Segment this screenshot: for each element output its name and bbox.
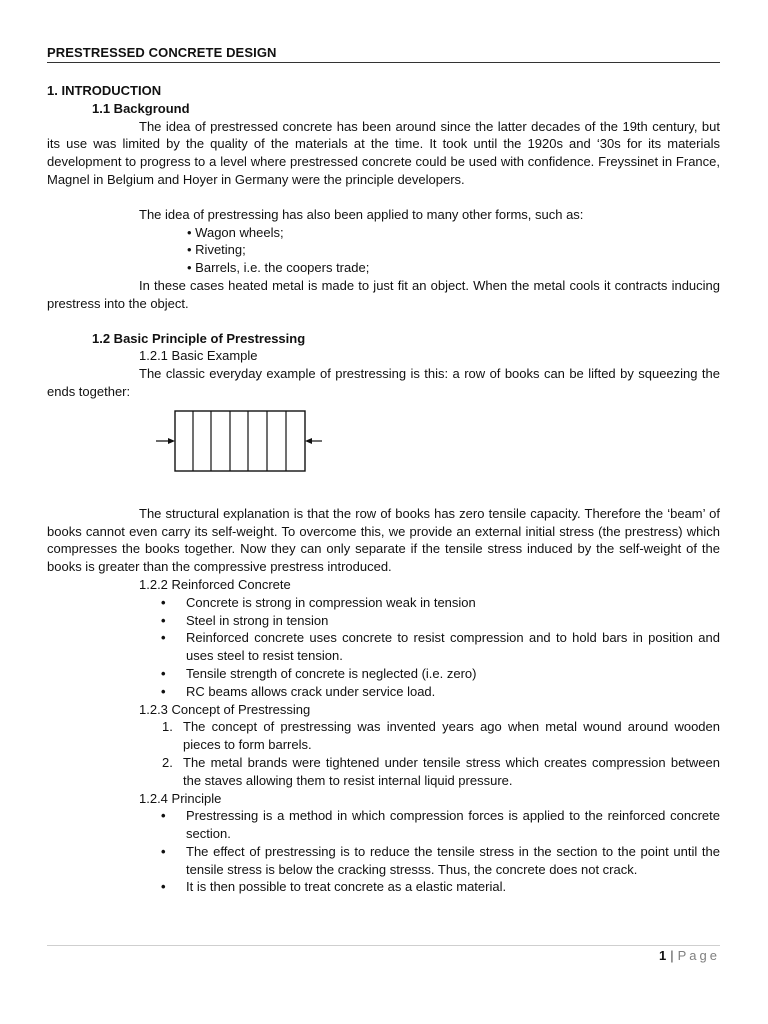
reinforced-concrete-list (47, 594, 720, 701)
list-item: • RC beams allows crack under service load. (161, 683, 436, 699)
list-item: • Wagon wheels; (187, 224, 720, 242)
list-item: 1. The concept of prestressing was invented years ago when metal wound around wooden pieces to form barrels. (162, 719, 720, 753)
list-item: • Barrels, i.e. the coopers trade; (187, 259, 720, 277)
paragraph-gap (47, 189, 720, 206)
prestressing-forms-list (47, 224, 720, 277)
paragraph-prestressing-forms: The idea of prestressing has also been applied to many other forms, such as: (139, 206, 584, 222)
paragraph-books-example: The classic everyday example of prestressing is this: a row of books can be lifted by squeezing the ends together: (47, 366, 720, 399)
document-body (47, 82, 720, 896)
list-item: • Prestressing is a method in which compression forces is applied to the reinforced concrete section. (161, 808, 720, 842)
footer-separator: | (670, 948, 674, 963)
list-item: • Steel in strong in tension (161, 612, 329, 628)
paragraph-heated-metal: In these cases heated metal is made to just fit an object. When the metal cools it contracts inducing prestress into the object. (47, 277, 720, 311)
paragraph-background-history: The idea of prestressed concrete has been around since the latter decades of the 19th century, but its use was limited by the quality of the materials at the time. It took until the 1920s and ‘30s for its materials development to progress to a level where prestressed concrete could be used with confidence. Freyssinet in France, Magnel in Belgium and Hoyer in Germany were the principle developers. (47, 118, 720, 187)
subsubsection-heading-concept: 1.2.3 Concept of Prestressing (139, 701, 311, 717)
page-footer (659, 948, 720, 963)
list-item: • It is then possible to treat concrete as a elastic material. (161, 879, 507, 895)
paragraph-structural-explanation: The structural explanation is that the row of books has zero tensile capacity. Therefore the ‘beam’ of books cannot even carry its self-weight. To overcome this, we provide an external initial stress (the prestress) which compresses the books together. Now they can only separate if the tensile stress induced by the self-weight of the books is greater than the compressive prestress introduced. (47, 505, 720, 575)
document-page (47, 0, 720, 1024)
subsubsection-heading-basic-example: 1.2.1 Basic Example (139, 348, 258, 364)
header-rule (47, 62, 720, 63)
left-force-arrow-head (168, 438, 175, 444)
concept-numbered-list (47, 718, 720, 789)
subsection-heading-basic-principle: 1.2 Basic Principle of Prestressing (92, 330, 306, 346)
list-item: • Tensile strength of concrete is neglected (i.e. zero) (161, 665, 477, 681)
books-figure (47, 401, 720, 505)
subsubsection-heading-principle: 1.2.4 Principle (139, 790, 222, 806)
list-item: • Riveting; (187, 241, 720, 259)
paragraph-gap (47, 313, 720, 330)
section-heading-introduction: 1. INTRODUCTION (47, 83, 162, 98)
footer-rule (47, 945, 720, 946)
subsubsection-heading-reinforced-concrete: 1.2.2 Reinforced Concrete (139, 576, 291, 592)
books-diagram-illustration (154, 409, 324, 473)
page-label: Page (677, 948, 720, 963)
subsection-heading-background: 1.1 Background (92, 100, 190, 116)
list-item: • Concrete is strong in compression weak in tension (161, 594, 476, 610)
right-force-arrow-head (305, 438, 312, 444)
principle-list (47, 807, 720, 896)
list-item: 2. The metal brands were tightened under tensile stress which creates compression between the staves allowing them to resist internal liquid pressure. (162, 754, 720, 788)
document-header-title: PRESTRESSED CONCRETE DESIGN (47, 45, 277, 60)
list-item: • The effect of prestressing is to reduce the tensile stress in the section to the point until the tensile stress is below the cracking stresss. Thus, the concrete does not crack. (161, 843, 720, 877)
list-item: • Reinforced concrete uses concrete to resist compression and to hold bars in position and uses steel to resist tension. (161, 630, 720, 664)
page-number: 1 (659, 948, 667, 963)
